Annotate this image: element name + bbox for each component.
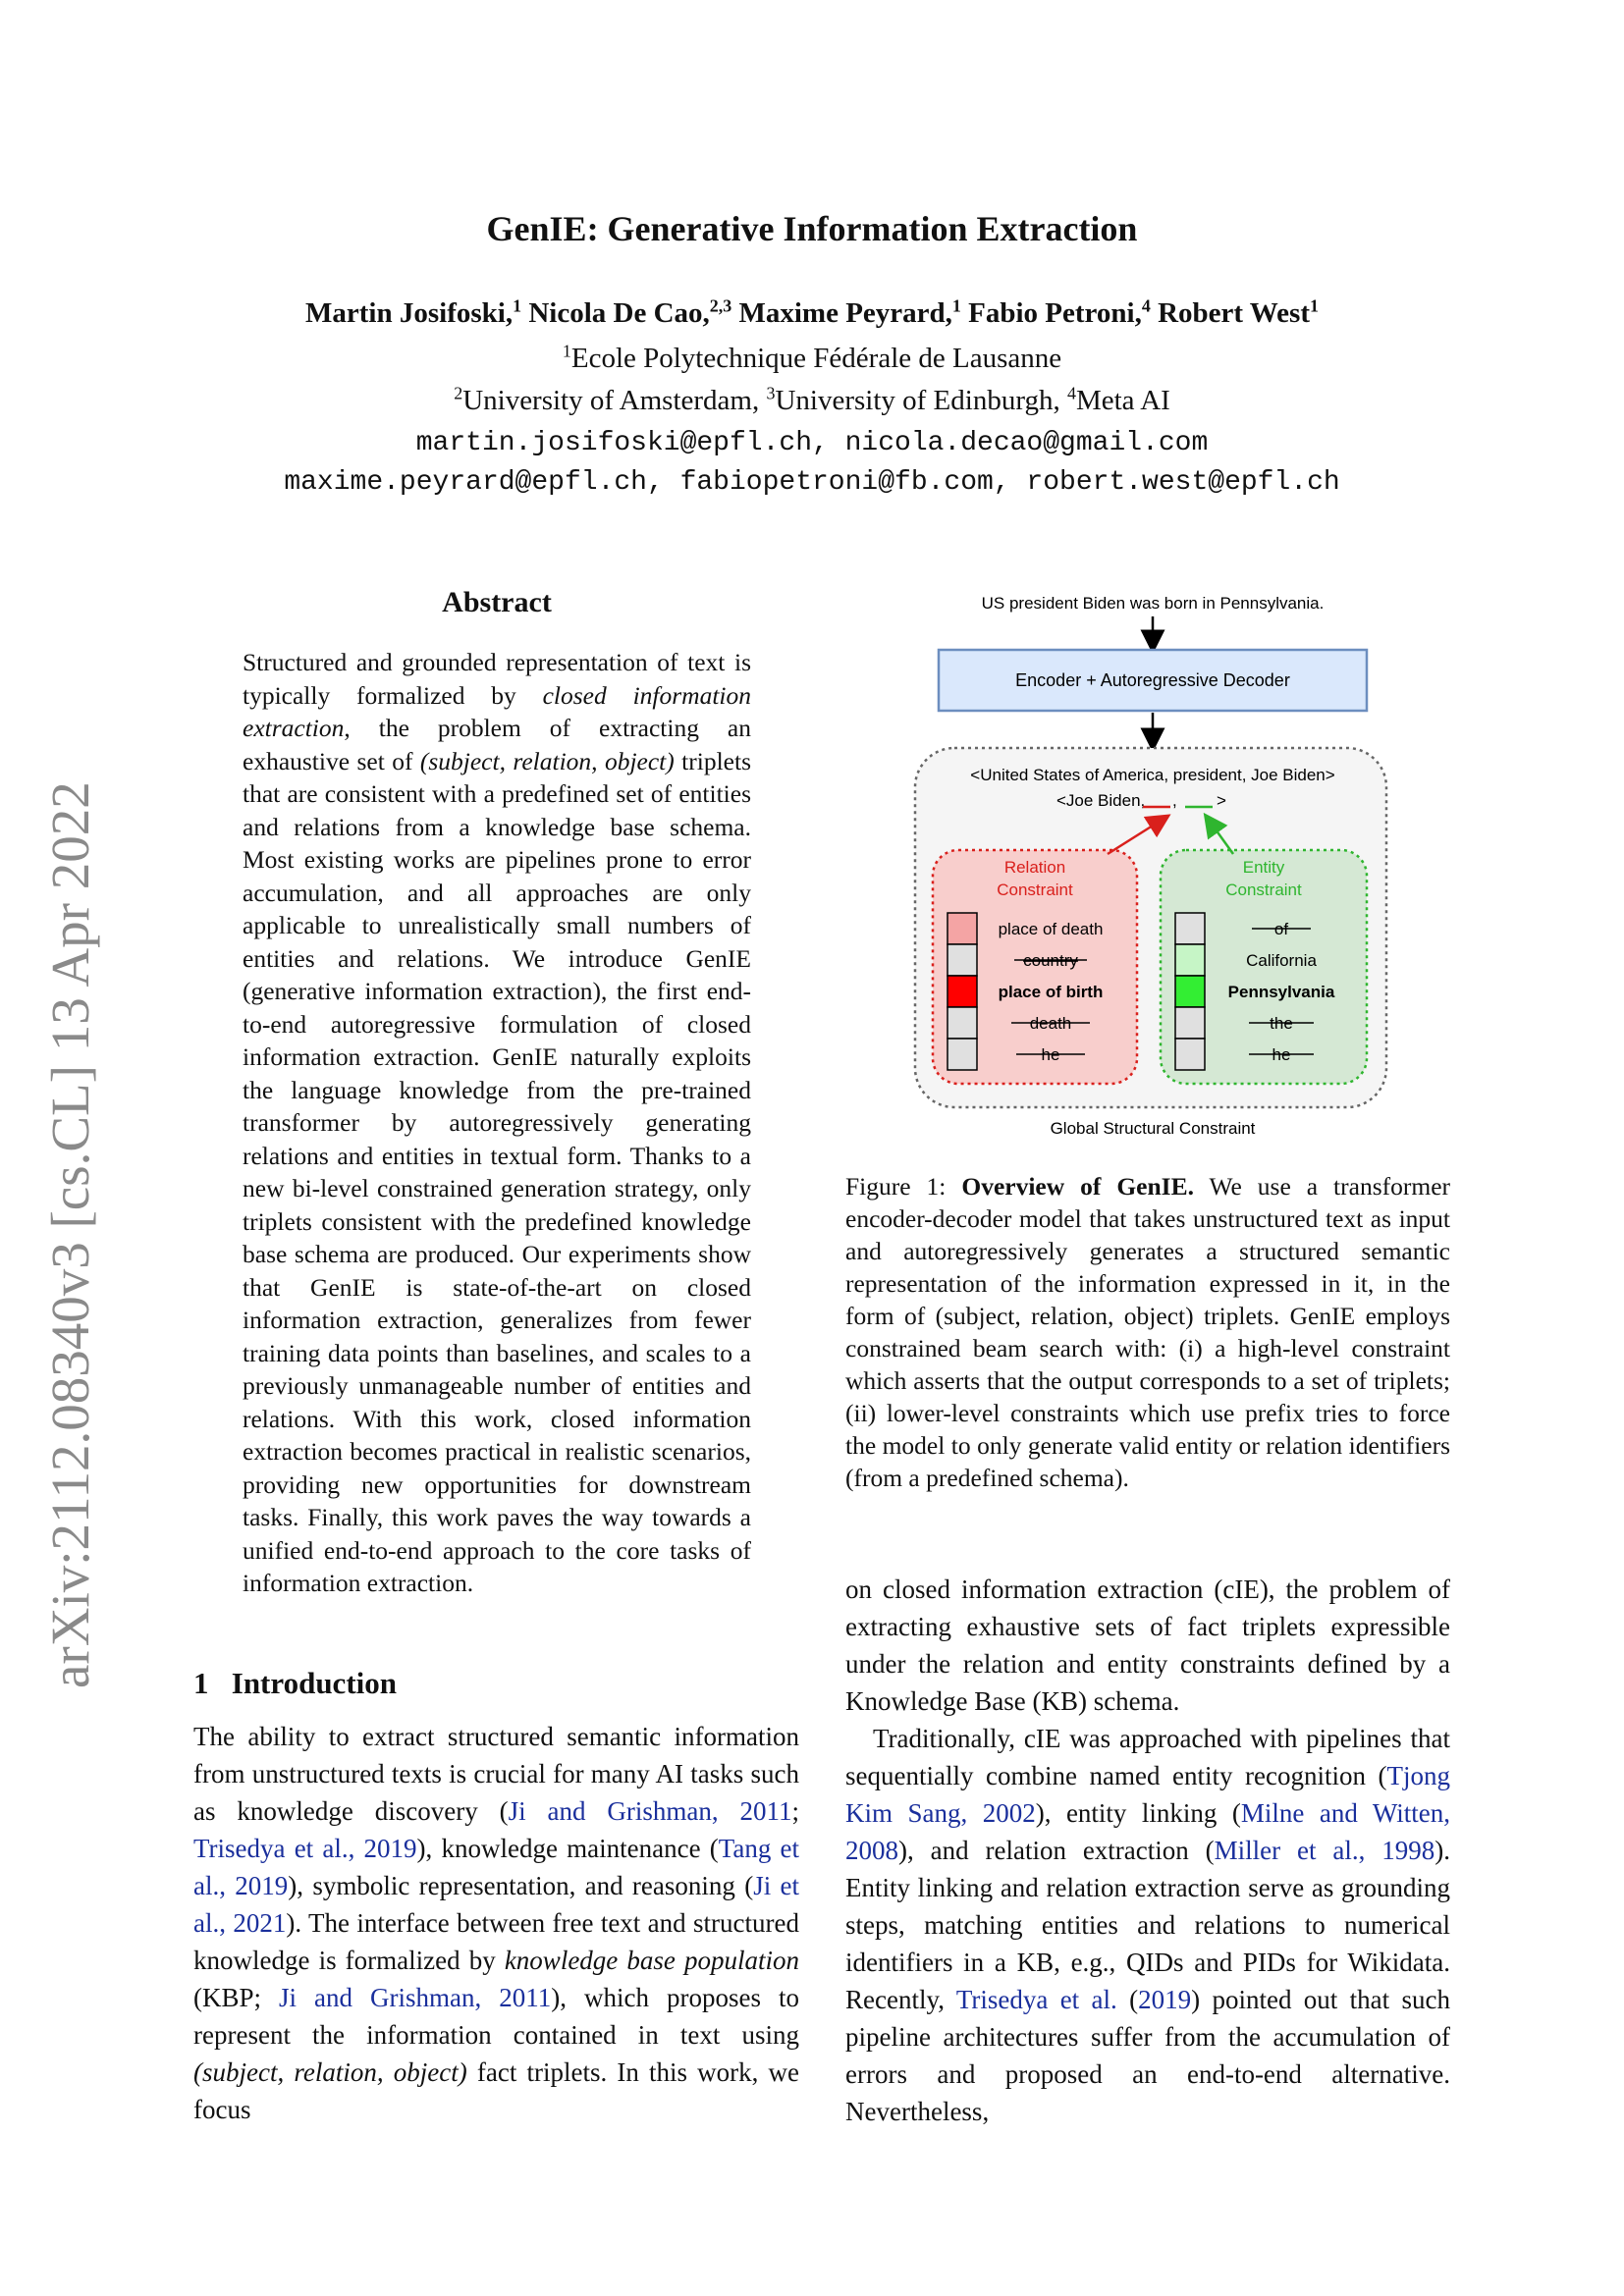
- entity-score-cell: [1175, 913, 1205, 944]
- abstract-body: Structured and grounded representation of text is typically formalized by closed information extraction, the problem of extracting an exhaustive set of (subject, relation, object) triplets that are consistent with a predefined set of entities and relations from a knowledge base schema. Most existing works are pipelines prone to error accumulation, and all approaches are only applicable to unrealistically small numbers of entities and relations. We introduce GenIE (generative information extraction), the first end-to-end autoregressive formulation of closed information extraction. GenIE naturally exploits the language knowledge from the pre-trained transformer by autoregressively generating relations and entities in textual form. Thanks to a new bi-level constrained generation strategy, only triplets consistent with the predefined knowledge base schema are produced. Our experiments show that GenIE is state-of-the-art on closed information extraction, generalizes from fewer training data points than baselines, and scales to a previously unmanageable number of entities and relations. With this work, closed information extraction becomes practical in realistic scenarios, providing new opportunities for downstream tasks. Finally, this work paves the way towards a unified end-to-end approach to the core tasks of information extraction.: [243, 648, 751, 1597]
- citation-link[interactable]: Tang et al., 2019: [193, 1834, 799, 1900]
- generated-triplet-2-prefix: <Joe Biden,: [1056, 791, 1146, 810]
- relation-score-cell: [947, 1007, 977, 1039]
- entity-score-cell: [1175, 1039, 1205, 1070]
- relation-constraint-subtitle: Constraint: [997, 881, 1073, 899]
- citation-link[interactable]: 2019: [1138, 1985, 1192, 2014]
- entity-score-cell: [1175, 976, 1205, 1007]
- email-line-1: martin.josifoski@epfl.ch, nicola.decao@gmail.com: [415, 428, 1209, 458]
- figure-genie-overview: [903, 583, 1394, 1143]
- generated-triplet-2-suffix: >: [1217, 791, 1226, 810]
- right-column-body: [845, 1571, 1450, 2130]
- entity-candidate: California: [1246, 951, 1317, 970]
- citation-link[interactable]: Milne and Witten, 2008: [845, 1798, 1450, 1865]
- citation-link[interactable]: Ji and Grishman, 2011: [508, 1796, 792, 1826]
- citation-link[interactable]: Ji et al., 2021: [193, 1871, 799, 1938]
- introduction-paragraph: The ability to extract structured semantic information from unstructured texts is crucial for many AI tasks such as knowledge discovery (Ji and Grishman, 2011; Trisedya et al., 2019), knowledge maintenance (Tang et al., 2019), symbolic representation, and reasoning (Ji et al., 2021). The interface between free text and structured knowledge is formalized by knowledge base population (KBP; Ji and Grishman, 2011), which proposes to represent the information contained in text using (subject, relation, object) fact triplets. In this work, we focus: [193, 1722, 799, 2124]
- entity-score-cell: [1175, 1007, 1205, 1039]
- citation-link[interactable]: Miller et al., 1998: [1214, 1836, 1435, 1865]
- figure-input-sentence: US president Biden was born in Pennsylvania.: [981, 594, 1325, 613]
- entity-constraint-subtitle: Constraint: [1225, 881, 1302, 899]
- global-constraint-label: Global Structural Constraint: [1050, 1119, 1256, 1138]
- relation-candidate-rejected: country: [1023, 951, 1078, 970]
- entity-constraint-title: Entity: [1242, 858, 1285, 877]
- figure-caption: Figure 1: Overview of GenIE. We use a transformer encoder-decoder model that takes unstructured text as input and autoregressively generates a structured semantic representation of the information expressed in it, in the form of (subject, relation, object) triplets. GenIE employs constrained beam search with: (i) a high-level constraint which asserts that the output corresponds to a set of triplets; (ii) lower-level constraints which use prefix tries to force the model to only generate valid entity or relation identifiers (from a predefined schema).: [845, 1172, 1450, 1492]
- entity-candidate-rejected: he: [1272, 1045, 1291, 1064]
- entity-candidate-selected: Pennsylvania: [1227, 983, 1335, 1001]
- author-name: Nicola De Cao,: [528, 297, 710, 329]
- relation-score-cell: [947, 944, 977, 976]
- arxiv-identifier: arXiv:2112.08340v3 [cs.CL] 13 Apr 2022: [40, 781, 100, 1688]
- encoder-decoder-label: Encoder + Autoregressive Decoder: [1015, 670, 1290, 690]
- author-name: Martin Josifoski,: [305, 297, 514, 329]
- author-list: [0, 297, 1624, 330]
- paper-title: GenIE: Generative Information Extraction: [486, 209, 1138, 248]
- entity-candidate-rejected: of: [1273, 920, 1289, 938]
- author-name: Fabio Petroni,: [968, 297, 1142, 329]
- generated-triplet-2-sep: ,: [1172, 791, 1177, 810]
- generated-triplet-1: <United States of America, president, Joe Biden>: [970, 766, 1335, 784]
- relation-candidate-rejected: death: [1029, 1014, 1072, 1033]
- author-affil-sup: 1: [951, 295, 961, 316]
- relation-score-cell: [947, 976, 977, 1007]
- affiliation-line-2: $^2$University of Amsterdam, $^3$University of Edinburgh, $^4$Meta AI: [454, 383, 1170, 416]
- citation-link[interactable]: Ji and Grishman, 2011: [279, 1983, 552, 2012]
- relation-score-cell: [947, 1039, 977, 1070]
- relation-candidate-rejected: he: [1041, 1045, 1060, 1064]
- author-affil-sup: 1: [513, 295, 522, 316]
- author-name: Robert West: [1158, 297, 1310, 329]
- citation-link[interactable]: Tjong Kim Sang, 2002: [845, 1761, 1450, 1828]
- citation-link[interactable]: Trisedya et al.: [955, 1985, 1117, 2014]
- abstract-heading: Abstract: [442, 586, 552, 618]
- relation-score-cell: [947, 913, 977, 944]
- affiliation-line-1: $^1$Ecole Polytechnique Fédérale de Lausanne: [562, 341, 1062, 374]
- author-affil-sup: 4: [1141, 295, 1151, 316]
- author-affil-sup: 2,3: [709, 295, 732, 316]
- relation-constraint-title: Relation: [1003, 858, 1066, 877]
- entity-score-cell: [1175, 944, 1205, 976]
- paragraph: on closed information extraction (cIE), the problem of extracting exhaustive sets of fact triplets expressible under the relation and entity constraints defined by a Knowledge Base (KB) schema.: [845, 1575, 1450, 1716]
- relation-candidate: place of death: [998, 920, 1104, 938]
- author-name: Maxime Peyrard,: [738, 297, 952, 329]
- author-affil-sup: 1: [1309, 295, 1319, 316]
- relation-candidate-selected: place of birth: [998, 983, 1104, 1001]
- citation-link[interactable]: Trisedya et al., 2019: [193, 1834, 417, 1863]
- section-heading-introduction: 1 Introduction: [193, 1666, 397, 1700]
- entity-candidate-rejected: the: [1270, 1014, 1293, 1033]
- email-line-2: maxime.peyrard@epfl.ch, fabiopetroni@fb.com, robert.west@epfl.ch: [284, 467, 1340, 498]
- paragraph: Traditionally, cIE was approached with pipelines that sequentially combine named entity recognition (Tjong Kim Sang, 2002), entity linking (Milne and Witten, 2008), and relation extraction (Miller et al., 1998). Entity linking and relation extraction serve as grounding steps, matching entities and relations to numerical identifiers in a KB, e.g., QIDs and PIDs for Wikidata. Recently, Trisedya et al. (2019) pointed out that such pipeline architectures suffer from the accumulation of errors and proposed an end-to-end alternative. Nevertheless,: [845, 1724, 1450, 2126]
